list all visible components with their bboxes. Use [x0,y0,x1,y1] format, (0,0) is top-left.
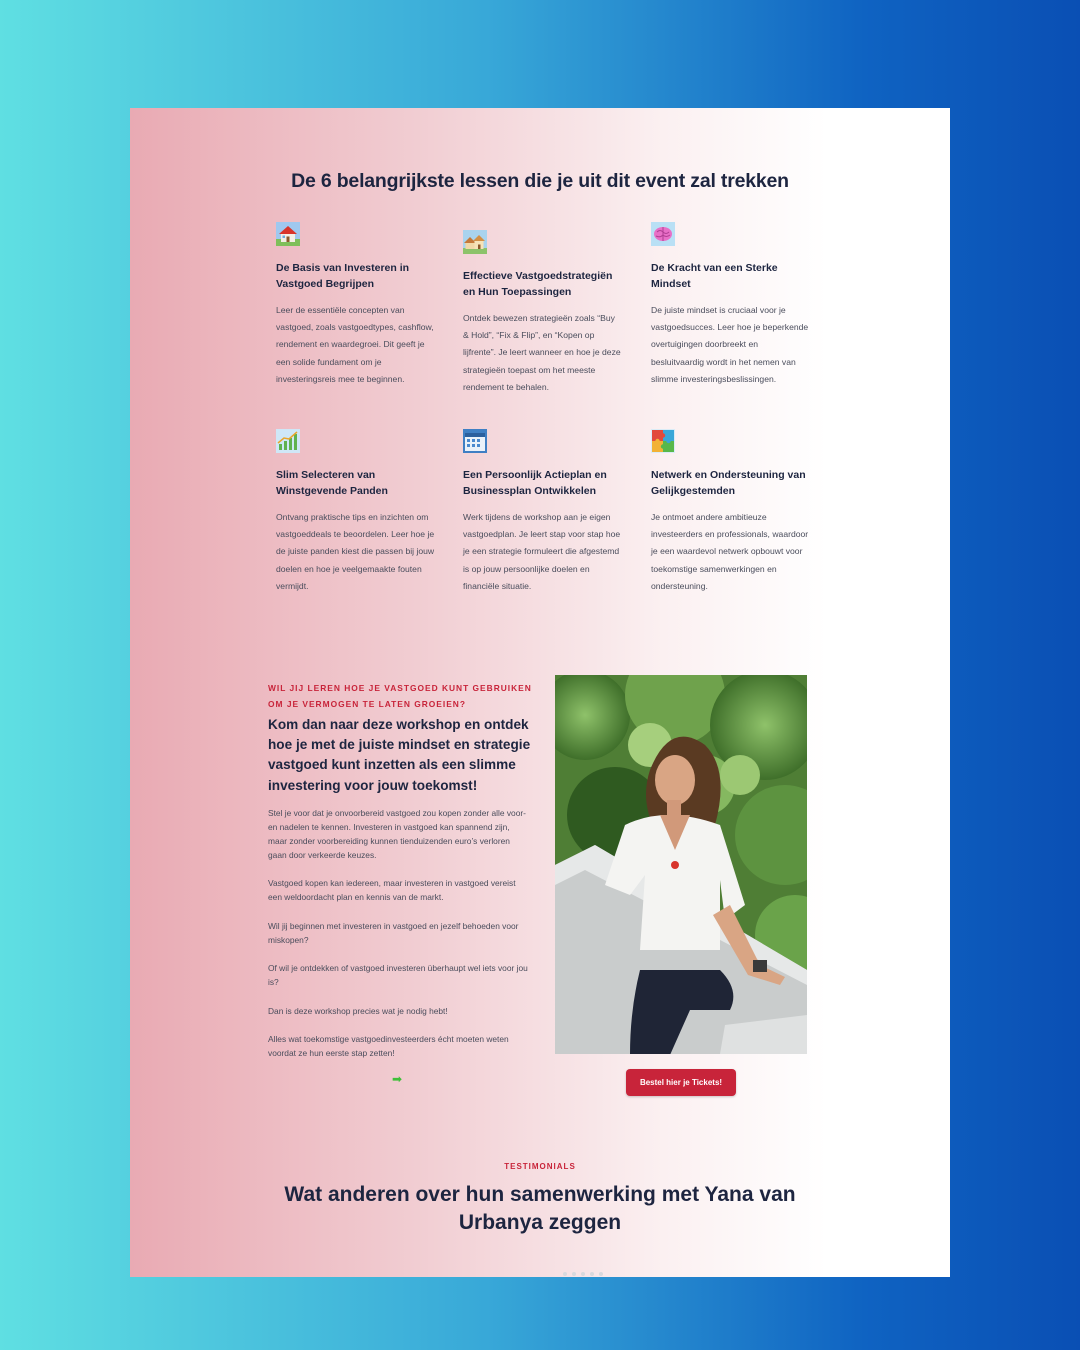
page-card [130,108,950,1277]
lesson-title: Netwerk en Ondersteuning van Gelijkgestemden [651,469,806,497]
workshop-paragraph: Stel je voor dat je onvoorbereid vastgoed zou kopen zonder alle voor- en nadelen te kennen. Investeren in vastgoed kan spannend zijn, maar zonder voorbereiding kunnen tienduizenden euro’s verloren gaan door verkeerde keuzes. [268,808,526,860]
workshop-paragraph: Wil jij beginnen met investeren in vastgoed en jezelf behoeden voor miskopen? [268,920,519,945]
workshop-body [268,806,530,1074]
lesson-title: De Basis van Investeren in Vastgoed Begrijpen [276,262,410,290]
lesson-text: Ontvang praktische tips en inzichten om vastgoeddeals te beoordelen. Leer hoe je de juiste panden kiest die passen bij jouw doelen en hoe je veelgemaakte fouten vermijdt. [276,512,435,591]
house-icon [276,222,300,246]
lesson-text: Ontdek bewezen strategieën zoals “Buy & Hold”, “Fix & Flip”, en “Kopen op lijfrente”. Je leert wanneer en hoe je deze strategieën toepast om het meeste rendement te behalen. [463,313,621,392]
testimonials-title: Wat anderen over hun samenwerking met Yana van Urbanya zeggen [284,1183,796,1234]
workshop-kicker: WIL JIJ LEREN HOE JE VASTGOED KUNT GEBRUIKEN OM JE VERMOGEN TE LATEN GROEIEN? [268,683,532,709]
lesson-card [651,222,811,388]
chart-increasing-icon [276,429,300,453]
testimonials-kicker: TESTIMONIALS [504,1162,576,1171]
lesson-card [463,230,623,396]
carousel-dot[interactable] [581,1272,585,1276]
lesson-title: De Kracht van een Sterke Mindset [651,262,778,290]
lesson-card [463,429,623,595]
lesson-text: Je ontmoet andere ambitieuze investeerders en professionals, waardoor je een waardevol netwerk opbouwt voor toekomstige samenwerkingen en ondersteuning. [651,512,809,591]
section-title: De 6 belangrijkste lessen die je uit dit event zal trekken [291,170,789,192]
calendar-icon [463,429,487,453]
lesson-title: Een Persoonlijk Actieplan en Businessplan Ontwikkelen [463,469,607,497]
lesson-text: Leer de essentiële concepten van vastgoed, zoals vastgoedtypes, cashflow, rendement en waardegroei. Dit geeft je een solide fundament om je investeringsreis mee te beginnen. [276,305,434,384]
order-tickets-button[interactable]: Bestel hier je Tickets! [626,1069,736,1096]
lesson-text: Werk tijdens de workshop aan je eigen vastgoedplan. Je leert stap voor stap hoe je een strategie formuleert die afgestemd is op jouw persoonlijke doelen en financiële situatie. [463,512,621,591]
workshop-paragraph: Alles wat toekomstige vastgoedinvesteerders écht moeten weten voordat ze hun eerste stap zetten! [268,1033,509,1058]
lesson-card [276,222,436,388]
workshop-paragraph: Vastgoed kopen kan iedereen, maar investeren in vastgoed vereist een weldoordacht plan en kennis van de markt. [268,878,516,903]
houses-icon [463,230,487,254]
workshop-paragraph: Dan is deze workshop precies wat je nodig hebt! [268,1005,448,1016]
speaker-photo [555,675,807,1054]
carousel-dot[interactable] [572,1272,576,1276]
lesson-text: De juiste mindset is cruciaal voor je vastgoedsucces. Leer hoe je beperkende overtuigingen doorbreekt en besluitvaardig wordt in het nemen van slimme investeringsbeslissingen. [651,305,809,384]
workshop-paragraph: Of wil je ontdekken of vastgoed investeren überhaupt wel iets voor jou is? [268,963,528,988]
lesson-title: Effectieve Vastgoedstrategiën en Hun Toepassingen [463,270,613,298]
arrow-right-icon: ➡ [392,1072,403,1086]
puzzle-icon [651,429,675,453]
lesson-title: Slim Selecteren van Winstgevende Panden [276,469,388,497]
carousel-dot[interactable] [590,1272,594,1276]
carousel-dot[interactable] [599,1272,603,1276]
carousel-dot[interactable] [563,1272,567,1276]
carousel-dots [563,1272,603,1276]
lesson-card [276,429,436,595]
brain-icon [651,222,675,246]
workshop-lead: Kom dan naar deze workshop en ontdek hoe je met de juiste mindset en strategie vastgoed kunt inzetten als een slimme investering voor jouw toekomst! [268,717,531,793]
lesson-card [651,429,811,595]
